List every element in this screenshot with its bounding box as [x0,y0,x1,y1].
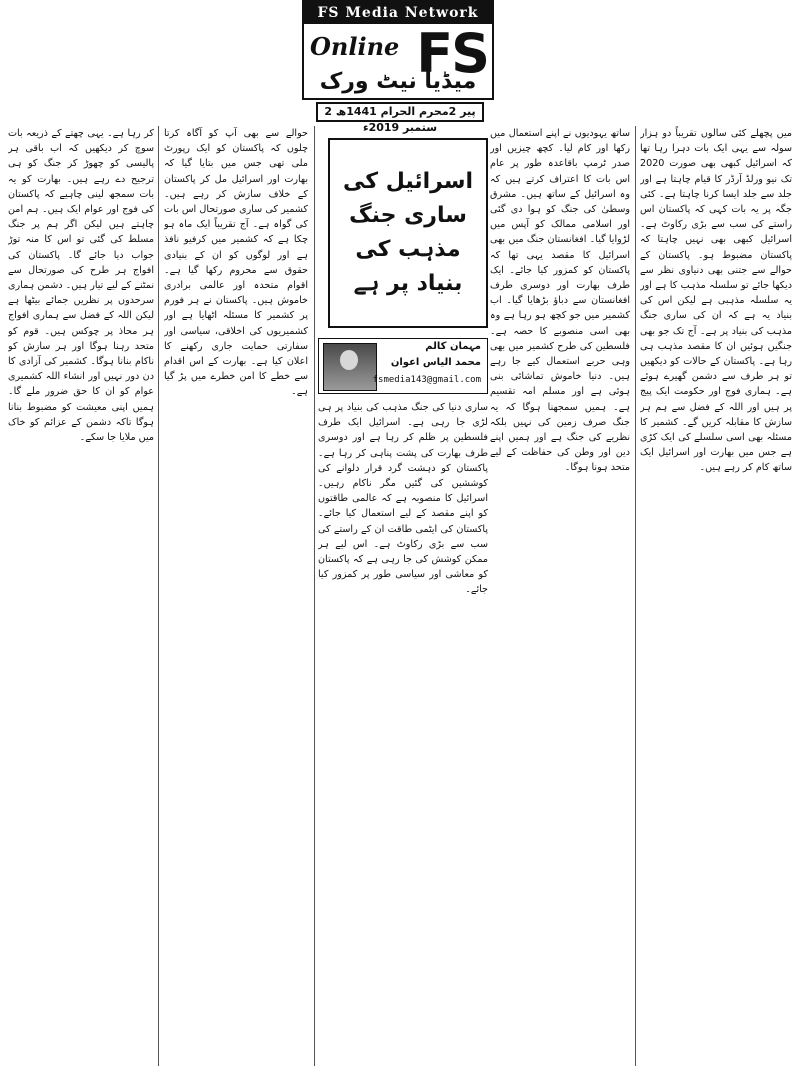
column-divider [314,126,315,1066]
author-email[interactable]: fsmedia143@gmail.com [372,375,481,385]
author-name: محمد الیاس اعوان [390,357,481,368]
article-column-2 [490,126,630,1066]
article-headline: اسرائیل کی ساری جنگ مذہب کی بنیاد پر ہے [328,138,488,328]
column-text: حوالے سے بھی آپ کو آگاہ کرتا چلوں کہ پاکستان کو ایک رپورٹ ملی تھی جس میں بتایا گیا کہ بھارت اور اسرائیل مل کر پاکستان کے خلاف سازش کر رہے ہیں۔ کشمیر کی ساری صورتحال اس بات کی گواہ ہے۔ آج تقریباً ایک ماہ ہو چکا ہے کہ کشمیر میں کرفیو نافذ ہے اور لوگوں کو ان کے بنیادی حقوق سے محروم رکھا گیا ہے۔ اقوام متحدہ اور عالمی برادری خاموش ہیں۔ پاکستان نے ہر فورم پر کشمیر کا مسئلہ اٹھایا ہے اور کشمیریوں کی اخلاقی، سیاسی اور سفارتی حمایت جاری رکھنے کا اعلان کیا ہے۔ بھارت کے اس اقدام سے خطے کا امن خطرے میں پڑ گیا ہے۔ [164,128,308,398]
author-byline [318,338,488,394]
masthead-logo [302,0,494,100]
article-column-5 [8,126,154,1066]
article-column-3 [318,400,488,1066]
article-column-4 [164,126,308,1066]
urdu-brand-name: میڈیا نیٹ ورک [319,69,477,94]
column-text: میں پچھلے کئی سالوں تقریباً دو ہزار سولہ سے یہی ایک بات دہرا رہا تھا کہ اسرائیل کبھی بھی صورت 2020 تک نیو ورلڈ آرڈر کا قیام چاہتا ہے اور جلد سے جلد ایسا کرنا چاہتا ہے۔ کئی جگہ پر یہ بات کہی کہ پاکستان اس راستے کی سب سے بڑی رکاوٹ ہے۔ اسرائیل کبھی بھی نہیں چاہتا کہ پاکستان مضبوط ہو۔ پاکستان کے حوالے سے جتنی بھی دنیاوی نظر سے دیکھا جائے تو سلسلہ مذہب کا ہے اور یہ سلسلہ مذہبی ہے لیکن اس کی بنیاد یہ ہے کہ ان کی ساری جنگ مذہب کی بنیاد پر ہے۔ آج تک جو بھی جنگیں ہوئیں ان کا مقصد مذہب ہی رہا ہے۔ پاکستان کے حالات کو دیکھیں تو ہر طرف سے دشمن گھیرے ہوئے ہے۔ ہماری فوج اور حکومت ایک پیج پر ہیں اور اللہ کے فضل سے ہم ہر سازش کا مقابلہ کریں گے۔ کشمیر کا مسئلہ بھی اسی سلسلے کی ایک کڑی ہے جس میں بھارت اور اسرائیل ایک ساتھ کام کر رہے ہیں۔ [640,128,792,474]
article-column-1 [640,126,792,1066]
column-text: ساتھ یہودیوں نے اپنے استعمال میں رکھا اور کام لیا۔ کچھ چیزیں اور صدر ٹرمپ باقاعدہ طور پر عام اس بات کا اعتراف کرتے ہیں کہ وہ اسرائیل کے ساتھ ہیں۔ مشرق وسطیٰ کی جنگ کو ہوا دی گئی اور اسلامی ممالک کو آپس میں لڑوایا گیا۔ افغانستان جنگ میں بھی اسرائیل کا مقصد یہی تھا کہ پاکستان کو کمزور کیا جائے۔ ایک طرف بھارت اور دوسری طرف افغانستان سے دباؤ بڑھایا گیا۔ اب کشمیر میں جو کچھ ہو رہا ہے وہ بھی اسی منصوبے کا حصہ ہے۔ فلسطین کی طرح کشمیر میں بھی وہی حربے استعمال کیے جا رہے ہیں۔ دنیا خاموش تماشائی بنی ہوئی ہے اور مسلم امہ تقسیم ہے۔ ہمیں سمجھنا ہوگا کہ یہ جنگ صرف زمین کی نہیں بلکہ نظریے کی جنگ ہے اور ہمیں اپنے دین اور وطن کی حفاظت کے لیے متحد ہونا ہوگا۔ [490,128,630,474]
column-divider [158,126,159,1066]
dateline: پیر 2محرم الحرام 1441ھ 2 ستمبر 2019ء [316,102,484,122]
online-label: Online [310,32,400,61]
author-photo [323,343,377,391]
column-divider [635,126,636,1066]
network-name: FS Media Network [304,2,492,24]
author-label: مہمان کالم [425,341,481,352]
column-text: ساری دنیا کی جنگ مذہب کی بنیاد پر ہی لڑی جا رہی ہے۔ اسرائیل ایک طرف فلسطین پر ظلم کر رہا ہے اور دوسری طرف بھارت کی پشت پناہی کر رہا ہے۔ پاکستان کو دہشت گرد قرار دلوانے کی کوششیں کی گئیں مگر ناکام رہیں۔ اسرائیل کا منصوبہ ہے کہ عالمی طاقتوں کو اپنے مقصد کے لیے استعمال کیا جائے۔ پاکستان کی ایٹمی طاقت ان کے راستے کی سب سے بڑی رکاوٹ ہے۔ اس لیے ہر ممکن کوشش کی جا رہی ہے کہ پاکستان کو معاشی اور سیاسی طور پر کمزور کیا جائے۔ [318,402,488,596]
fs-logo-letters: FS [416,22,488,85]
column-text: کر رہا ہے۔ یہی چھتے کے ذریعہ بات سوچ کر دیکھیں کہ اب باقی ہر پالیسی کو چھوڑ کر جنگ کو ہی ترجیح دے رہے ہیں۔ بھارت کو یہ بات سمجھ لینی چاہیے کہ پاکستان کی فوج اور عوام ایک ہیں۔ ہم امن چاہتے ہیں لیکن اگر ہم پر جنگ مسلط کی گئی تو اس کا منہ توڑ جواب دیا جائے گا۔ پاکستان کی افواج ہر طرح کی صورتحال سے نمٹنے کے لیے تیار ہیں۔ دشمن ہماری سرحدوں پر نظریں جمائے بیٹھا ہے لیکن اللہ کے فضل سے ہماری افواج ہر محاذ پر چوکس ہیں۔ قوم کو متحد رہنا ہوگا اور ہر سازش کو ناکام بنانا ہوگا۔ کشمیر کی آزادی کا دن دور نہیں اور انشاء اللہ کشمیری عوام کو ان کا حق ضرور ملے گا۔ ہمیں اپنی معیشت کو مضبوط بنانا ہوگا تاکہ دشمن کے عزائم کو خاک میں ملایا جا سکے۔ [8,128,154,444]
